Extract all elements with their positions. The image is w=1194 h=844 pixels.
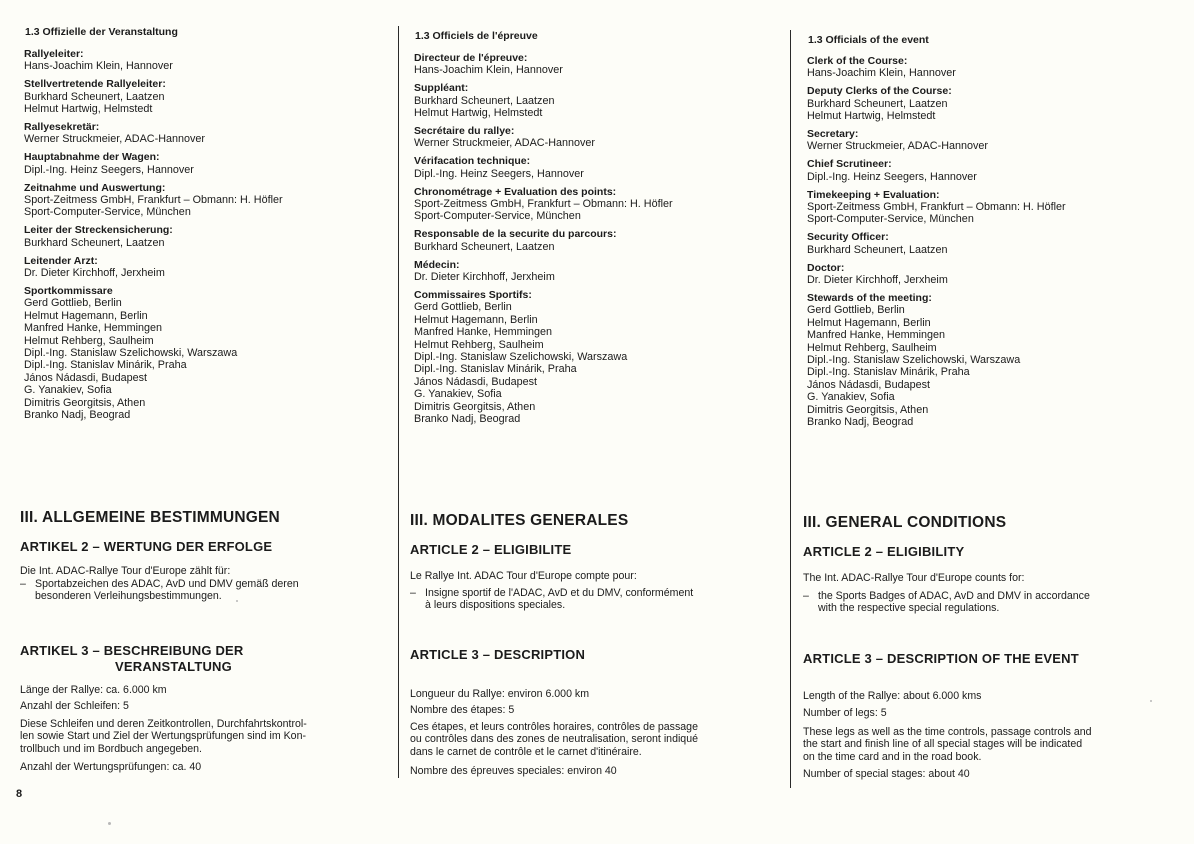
article-2-bullet [410,587,693,612]
article-3-heading-line-2: VERANSTALTUNG [115,658,232,674]
official-name: János Nádasdi, Budapest [807,378,931,391]
section-heading: 1.3 Offizielle der Veranstaltung [25,26,178,38]
article-2-heading: ARTICLE 2 – ELIGIBILITE [410,542,572,557]
official-block [24,182,384,219]
official-role: Hauptabnahme der Wagen: [24,151,160,164]
official-name: Burkhard Scheunert, Laatzen [24,90,165,103]
official-name: János Nádasdi, Budapest [24,371,148,384]
official-name: G. Yanakiev, Sofia [24,384,112,397]
official-block [414,155,774,180]
rally-length: Length of the Rallye: about 6.000 kms [803,690,982,702]
official-name: Dr. Dieter Kirchhoff, Jerxheim [807,274,948,287]
official-name: Burkhard Scheunert, Laatzen [807,97,948,110]
official-name: Sport-Zeitmess GmbH, Frankfurt – Obmann: H. Höfler [807,201,1066,214]
official-name: Helmut Rehberg, Saulheim [24,334,154,347]
official-name: Branko Nadj, Beograd [807,416,914,429]
section-heading: 1.3 Officials of the event [808,34,929,46]
official-block [807,55,1167,80]
article-3-heading-line-1: ARTIKEL 3 – BESCHREIBUNG DER [20,643,244,658]
official-name: Sport-Zeitmess GmbH, Frankfurt – Obmann: H. Höfler [414,198,673,211]
column-german [20,0,380,844]
official-name: Dipl.-Ing. Stanislav Minárik, Praha [24,359,187,372]
official-name: Dr. Dieter Kirchhoff, Jerxheim [24,267,165,280]
article-2-intro: Die Int. ADAC-Rallye Tour d'Europe zählt für: [20,565,231,577]
official-name: Hans-Joachim Klein, Hannover [414,64,563,77]
bullet-line: the Sports Badges of ADAC, AvD and DMV in accordance [818,590,1090,602]
official-name: Gerd Gottlieb, Berlin [24,297,122,310]
officials-list [414,52,774,431]
article-3-heading: ARTICLE 3 – DESCRIPTION [410,647,586,662]
official-block [24,224,384,249]
official-role: Vérifacation technique: [414,155,531,168]
bullet-line: à leurs dispositions speciales. [425,599,566,612]
official-block [807,231,1167,256]
official-name: Werner Struckmeier, ADAC-Hannover [414,137,596,150]
official-block [807,85,1167,122]
official-block [414,82,774,119]
general-heading: III. MODALITES GENERALES [410,512,629,529]
official-name: János Nádasdi, Budapest [414,375,538,388]
official-name: Dimitris Georgitsis, Athen [807,403,929,416]
official-role: Zeitnahme und Auswertung: [24,181,166,194]
number-of-stages: Nombre des épreuves speciales: environ 40 [410,765,617,777]
official-name: Helmut Hartwig, Helmstedt [414,107,543,120]
official-block [414,186,774,223]
bullet-line: with the respective special regulations. [818,602,1000,615]
official-name: Gerd Gottlieb, Berlin [414,301,512,314]
official-block [807,292,1167,428]
official-role: Clerk of the Course: [807,55,908,67]
official-role: Doctor: [807,261,845,274]
bullet-line: besonderen Verleihungsbestimmungen. [35,590,222,603]
number-of-legs: Anzahl der Schleifen: 5 [20,700,129,712]
official-role: Directeur de l'épreuve: [414,52,528,64]
official-block [414,52,774,77]
official-name: Helmut Hartwig, Helmstedt [24,103,153,116]
text-line: the start and finish line of all special stages will be indicated [803,738,1083,751]
official-role: Leitender Arzt: [24,254,98,267]
article-3-heading: ARTICLE 3 – DESCRIPTION OF THE EVENT [803,651,1079,666]
bullet-dash: – [410,587,416,599]
text-line: These legs as well as the time controls, passage controls and [803,726,1092,738]
official-name: Manfred Hanke, Hemmingen [807,329,946,342]
official-name: Burkhard Scheunert, Laatzen [24,236,165,249]
official-role: Rallyeleiter: [24,48,84,60]
article-2-intro: The Int. ADAC-Rallye Tour d'Europe counts for: [803,572,1025,584]
official-name: Sport-Zeitmess GmbH, Frankfurt – Obmann: H. Höfler [24,194,283,207]
article-2-bullet [20,578,299,603]
official-role: Security Officer: [807,231,889,244]
official-name: Burkhard Scheunert, Laatzen [414,94,555,107]
official-role: Chief Scrutineer: [807,158,892,171]
official-block [414,228,774,253]
official-name: G. Yanakiev, Sofia [414,388,502,401]
official-name: Branko Nadj, Beograd [414,413,521,426]
official-block [807,262,1167,287]
official-block [24,255,384,280]
official-block [414,259,774,284]
official-name: Manfred Hanke, Hemmingen [414,326,553,339]
bullet-dash: – [20,578,26,590]
official-name: Helmut Hagemann, Berlin [807,316,931,329]
official-name: Helmut Hartwig, Helmstedt [807,110,936,123]
column-english [803,0,1173,844]
text-line: on the time card and in the road book. [803,750,982,763]
text-line: dans le carnet de contrôle et le carnet d'itinéraire. [410,745,642,758]
number-of-legs: Nombre des étapes: 5 [410,704,515,716]
column-divider-right [790,30,791,788]
official-name: Helmut Rehberg, Saulheim [807,341,937,354]
official-name: Dipl.-Ing. Stanislav Minárik, Praha [807,366,970,379]
official-role: Leiter der Streckensicherung: [24,224,173,237]
text-line: Diese Schleifen und deren Zeitkontrollen, Durchfahrtskontrol- [20,718,307,730]
official-name: Dipl.-Ing. Stanislaw Szelichowski, Warszawa [807,354,1021,367]
article-2-bullet [803,590,1090,615]
official-role: Responsable de la securite du parcours: [414,228,617,241]
official-block [24,121,384,146]
official-name: Werner Struckmeier, ADAC-Hannover [24,133,206,146]
official-role: Chronométrage + Evaluation des points: [414,185,617,198]
officials-list [807,55,1167,434]
bullet-dash: – [803,590,809,602]
text-line: len sowie Start und Ziel der Wertungsprüfungen sind im Kon- [20,730,306,743]
article-3-text [803,726,1092,763]
article-2-intro: Le Rallye Int. ADAC Tour d'Europe compte pour: [410,570,637,582]
number-of-stages: Anzahl der Wertungsprüfungen: ca. 40 [20,761,202,773]
official-name: Dipl.-Ing. Heinz Seegers, Hannover [414,167,584,180]
article-3-text [410,721,698,758]
official-name: Helmut Hagemann, Berlin [24,309,148,322]
official-name: Dipl.-Ing. Stanislav Minárik, Praha [414,363,577,376]
official-name: Dipl.-Ing. Heinz Seegers, Hannover [24,163,194,176]
official-role: Stellvertretende Rallyeleiter: [24,78,166,91]
official-block [807,128,1167,153]
article-3-text [20,718,307,755]
bullet-line: Insigne sportif de l'ADAC, AvD et du DMV, conformément [425,587,694,599]
number-of-stages: Number of special stages: about 40 [803,768,970,780]
official-role: Deputy Clerks of the Course: [807,85,952,98]
rally-length: Longueur du Rallye: environ 6.000 km [410,688,590,700]
official-name: G. Yanakiev, Sofia [807,391,895,404]
general-heading: III. GENERAL CONDITIONS [803,514,1007,531]
official-role: Commissaires Sportifs: [414,289,532,301]
official-block [807,189,1167,226]
official-block [24,48,384,73]
official-name: Helmut Hagemann, Berlin [414,313,538,326]
article-2-heading: ARTIKEL 2 – WERTUNG DER ERFOLGE [20,539,273,554]
column-french [410,0,770,844]
text-line: Ces étapes, et leurs contrôles horaires, contrôles de passage [410,721,698,733]
official-role: Stewards of the meeting: [807,292,932,304]
official-role: Rallyesekretär: [24,121,100,134]
official-role: Médecin: [414,258,460,271]
official-name: Hans-Joachim Klein, Hannover [807,67,956,80]
official-name: Branko Nadj, Beograd [24,409,131,422]
official-role: Sportkommissare [24,285,113,297]
official-block [414,125,774,150]
official-name: Werner Struckmeier, ADAC-Hannover [807,140,989,153]
article-3-heading [20,643,244,674]
official-block [24,151,384,176]
official-block [807,158,1167,183]
official-name: Sport-Computer-Service, München [807,213,974,226]
official-name: Dipl.-Ing. Stanislaw Szelichowski, Warszawa [414,351,628,364]
section-heading: 1.3 Officiels de l'épreuve [415,30,538,42]
general-heading: III. ALLGEMEINE BESTIMMUNGEN [20,509,280,526]
official-block [24,285,384,421]
text-line: ou contrôles dans des zones de neutralisation, seront indiqué [410,733,698,746]
official-name: Hans-Joachim Klein, Hannover [24,60,173,73]
article-2-heading: ARTICLE 2 – ELIGIBILITY [803,544,965,559]
text-line: trollbuch und im Bordbuch angegeben. [20,742,202,755]
official-name: Dipl.-Ing. Stanislaw Szelichowski, Warszawa [24,347,238,360]
official-role: Secrétaire du rallye: [414,125,515,138]
official-name: Burkhard Scheunert, Laatzen [414,240,555,253]
official-name: Dr. Dieter Kirchhoff, Jerxheim [414,271,555,284]
official-name: Manfred Hanke, Hemmingen [24,322,163,335]
column-divider-left [398,26,399,778]
official-name: Gerd Gottlieb, Berlin [807,304,905,317]
number-of-legs: Number of legs: 5 [803,707,887,719]
official-name: Helmut Rehberg, Saulheim [414,338,544,351]
rally-length: Länge der Rallye: ca. 6.000 km [20,684,167,696]
official-role: Timekeeping + Evaluation: [807,188,940,201]
official-name: Dipl.-Ing. Heinz Seegers, Hannover [807,170,977,183]
official-name: Sport-Computer-Service, München [414,210,581,223]
official-name: Sport-Computer-Service, München [24,206,191,219]
official-name: Dimitris Georgitsis, Athen [24,396,146,409]
official-block [24,78,384,115]
official-role: Suppléant: [414,82,469,95]
official-name: Dimitris Georgitsis, Athen [414,400,536,413]
official-block [414,289,774,425]
officials-list [24,48,384,427]
official-role: Secretary: [807,128,859,141]
official-name: Burkhard Scheunert, Laatzen [807,243,948,256]
page-number: 8 [16,788,23,800]
bullet-line: Sportabzeichen des ADAC, AvD und DMV gemäß deren [35,578,299,590]
